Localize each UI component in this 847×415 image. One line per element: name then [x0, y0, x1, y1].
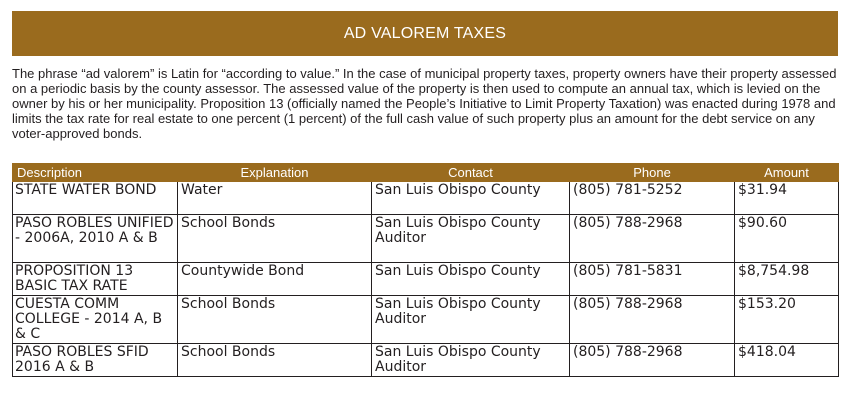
- cell-contact: San Luis Obispo County Auditor: [372, 215, 570, 263]
- table-header-row: [13, 164, 839, 182]
- ad-valorem-tax-table: [12, 163, 839, 377]
- column-header-description: Description: [13, 164, 178, 182]
- cell-contact: San Luis Obispo County: [372, 182, 570, 215]
- column-header-contact: Contact: [372, 164, 570, 182]
- cell-contact: San Luis Obispo County: [372, 263, 570, 296]
- cell-explanation: Water: [178, 182, 372, 215]
- column-header-amount: Amount: [735, 164, 839, 182]
- cell-description: PASO ROBLES SFID 2016 A & B: [13, 344, 178, 377]
- table-row: [13, 215, 839, 263]
- cell-amount: $31.94: [735, 182, 839, 215]
- cell-phone: (805) 788-2968: [570, 296, 735, 344]
- cell-amount: $8,754.98: [735, 263, 839, 296]
- cell-description: STATE WATER BOND: [13, 182, 178, 215]
- section-title: AD VALOREM TAXES: [343, 25, 507, 42]
- table-row: [13, 344, 839, 377]
- intro-paragraph: The phrase “ad valorem” is Latin for “according to value.” In the case of municipal property taxes, property owners have their property assessed on a periodic basis by the county assessor. The assessed value of the property is then used to compute an annual tax, which is levied on the owner by his or her municipality. Proposition 13 (officially named the People’s Initiative to Limit Property Taxation) was enacted during 1978 and limits the tax rate for real estate to one percent (1 percent) of the full cash value of such property plus an amount for the debt service on any voter-approved bonds.: [12, 66, 837, 141]
- cell-amount: $418.04: [735, 344, 839, 377]
- cell-explanation: School Bonds: [178, 344, 372, 377]
- cell-phone: (805) 781-5831: [570, 263, 735, 296]
- section-title-banner: [12, 11, 838, 56]
- cell-phone: (805) 781-5252: [570, 182, 735, 215]
- cell-contact: San Luis Obispo County Auditor: [372, 296, 570, 344]
- column-header-phone: Phone: [570, 164, 735, 182]
- cell-amount: $90.60: [735, 215, 839, 263]
- column-header-explanation: Explanation: [178, 164, 372, 182]
- cell-phone: (805) 788-2968: [570, 215, 735, 263]
- table-row: [13, 263, 839, 296]
- cell-contact: San Luis Obispo County Auditor: [372, 344, 570, 377]
- cell-description: CUESTA COMM COLLEGE - 2014 A, B & C: [13, 296, 178, 344]
- cell-description: PROPOSITION 13 BASIC TAX RATE: [13, 263, 178, 296]
- cell-explanation: Countywide Bond: [178, 263, 372, 296]
- cell-explanation: School Bonds: [178, 215, 372, 263]
- table-row: [13, 182, 839, 215]
- cell-amount: $153.20: [735, 296, 839, 344]
- cell-description: PASO ROBLES UNIFIED - 2006A, 2010 A & B: [13, 215, 178, 263]
- cell-explanation: School Bonds: [178, 296, 372, 344]
- cell-phone: (805) 788-2968: [570, 344, 735, 377]
- table-row: [13, 296, 839, 344]
